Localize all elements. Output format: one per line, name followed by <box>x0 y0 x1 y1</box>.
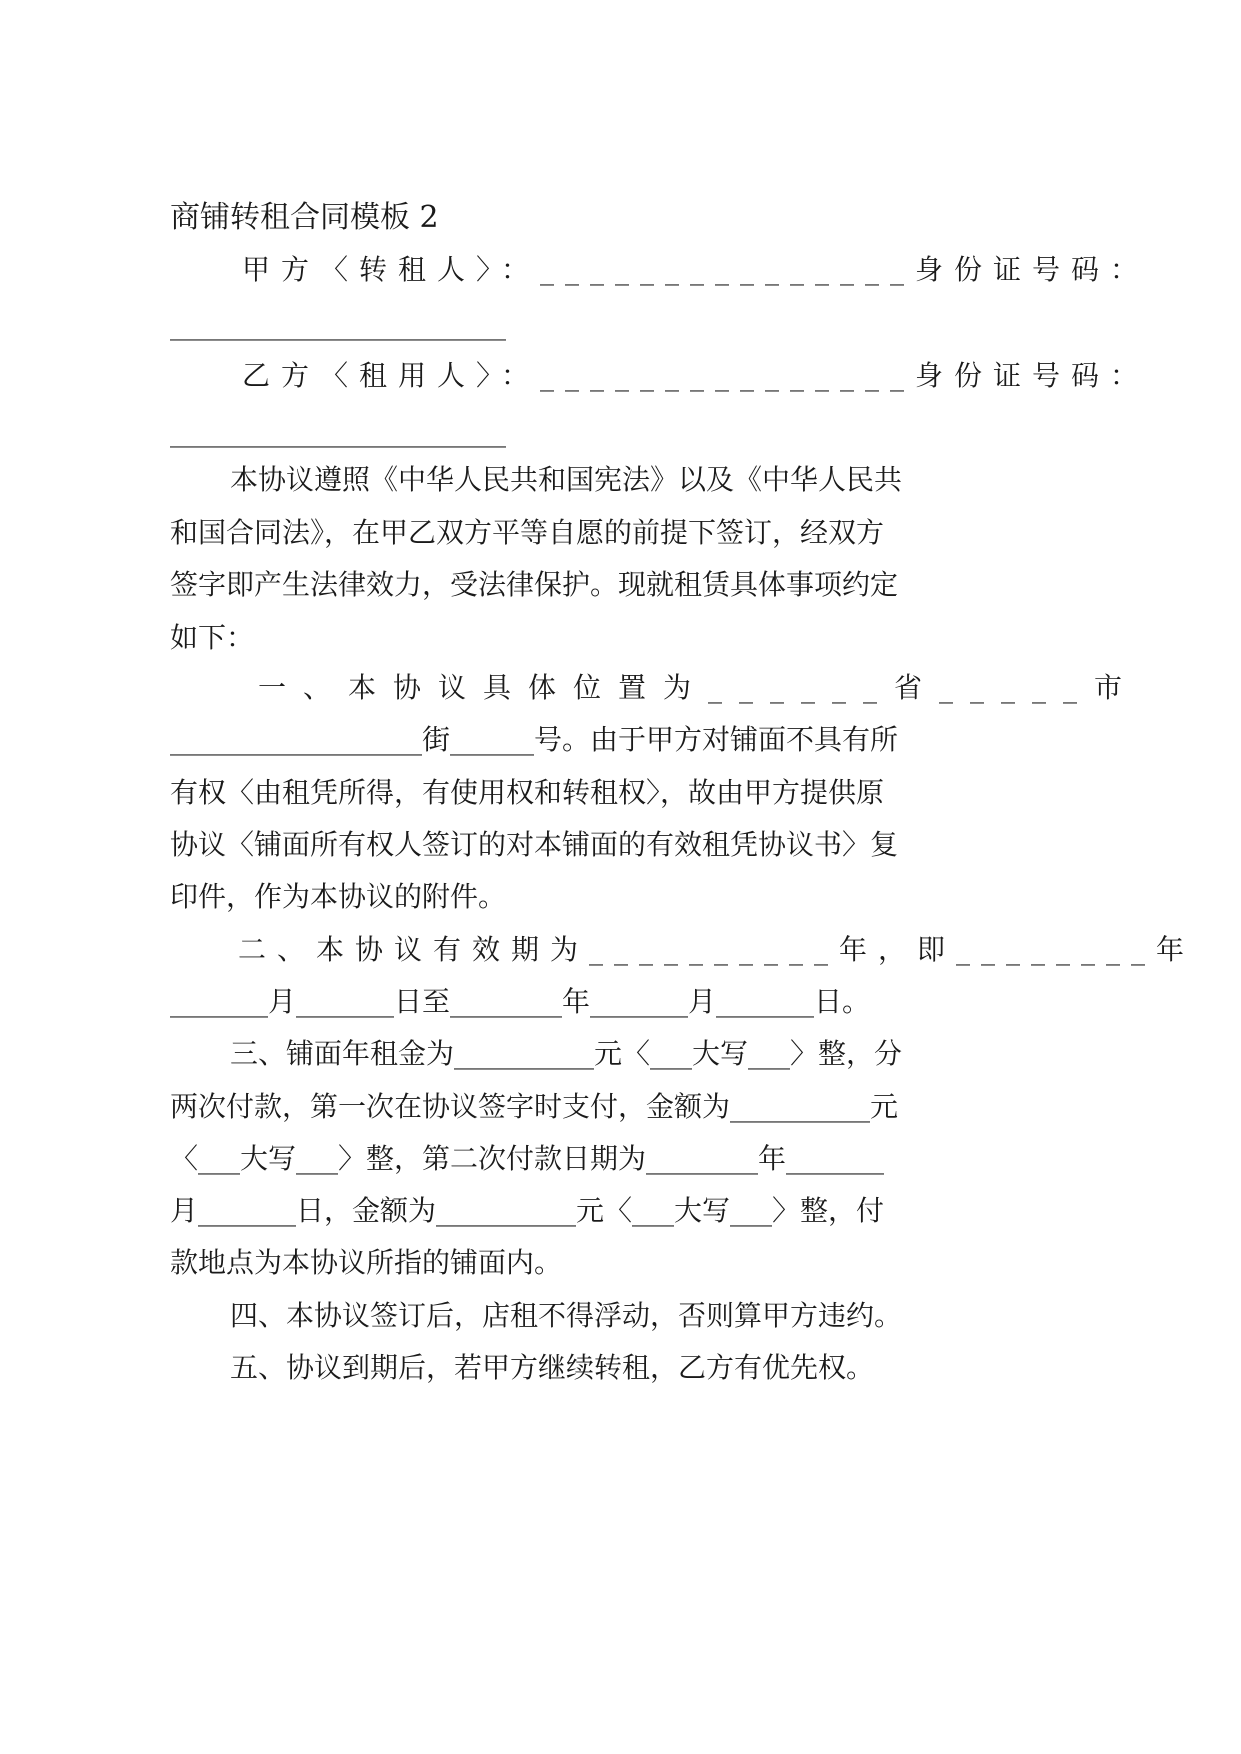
clause-4: 四、本协议签订后，店租不得浮动，否则算甲方违约。 <box>230 1299 903 1332</box>
party-b-line: 乙方〈租用人〉：_______________身份证号码： <box>242 359 1150 392</box>
clause-3-line-5: 款地点为本协议所指的铺面内。 <box>170 1246 563 1279</box>
clause-1-line-4: 协议〈铺面所有权人签订的对本铺面的有效租凭协议书〉复 <box>170 828 899 861</box>
clause-1-line-2: __________________街______号。由于甲方对铺面不具有所 <box>170 723 899 756</box>
clause-2-line-1: 二、本协议有效期为__________年，即________年 <box>238 933 1196 966</box>
intro-line-4: 如下： <box>170 621 255 654</box>
clause-3-line-4: 月_______日，金额为__________元〈___大写___〉整，付 <box>170 1194 885 1227</box>
clause-3-line-2: 两次付款，第一次在协议签字时支付，金额为__________元 <box>170 1090 899 1123</box>
party-a-line: 甲方〈转租人〉：_______________身份证号码： <box>242 253 1150 286</box>
document-title: 商铺转租合同模板 2 <box>170 200 439 235</box>
clause-2-line-2: _______月_______日至________年_______月_______日。 <box>170 985 871 1018</box>
clause-1-line-5: 印件，作为本协议的附件。 <box>170 880 507 913</box>
clause-3-line-1: 三、铺面年租金为__________元〈___大写___〉整，分 <box>230 1037 903 1070</box>
party-b-id-blank: ________________________ <box>170 415 506 448</box>
clause-1-line-1: 一、本协议具体位置为______省_____市 <box>258 671 1140 704</box>
clause-3-line-3: 〈___大写___〉整，第二次付款日期为________年_______ <box>170 1142 885 1175</box>
intro-line-3: 签字即产生法律效力，受法律保护。现就租赁具体事项约定 <box>170 568 899 601</box>
intro-line-1: 本协议遵照《中华人民共和国宪法》以及《中华人民共 <box>230 463 903 496</box>
clause-1-line-3: 有权〈由租凭所得，有使用权和转租权〉，故由甲方提供原 <box>170 776 885 809</box>
party-a-id-blank: ________________________ <box>170 308 506 341</box>
intro-line-2: 和国合同法》，在甲乙双方平等自愿的前提下签订，经双方 <box>170 516 885 549</box>
clause-5: 五、协议到期后，若甲方继续转租，乙方有优先权。 <box>230 1351 875 1384</box>
